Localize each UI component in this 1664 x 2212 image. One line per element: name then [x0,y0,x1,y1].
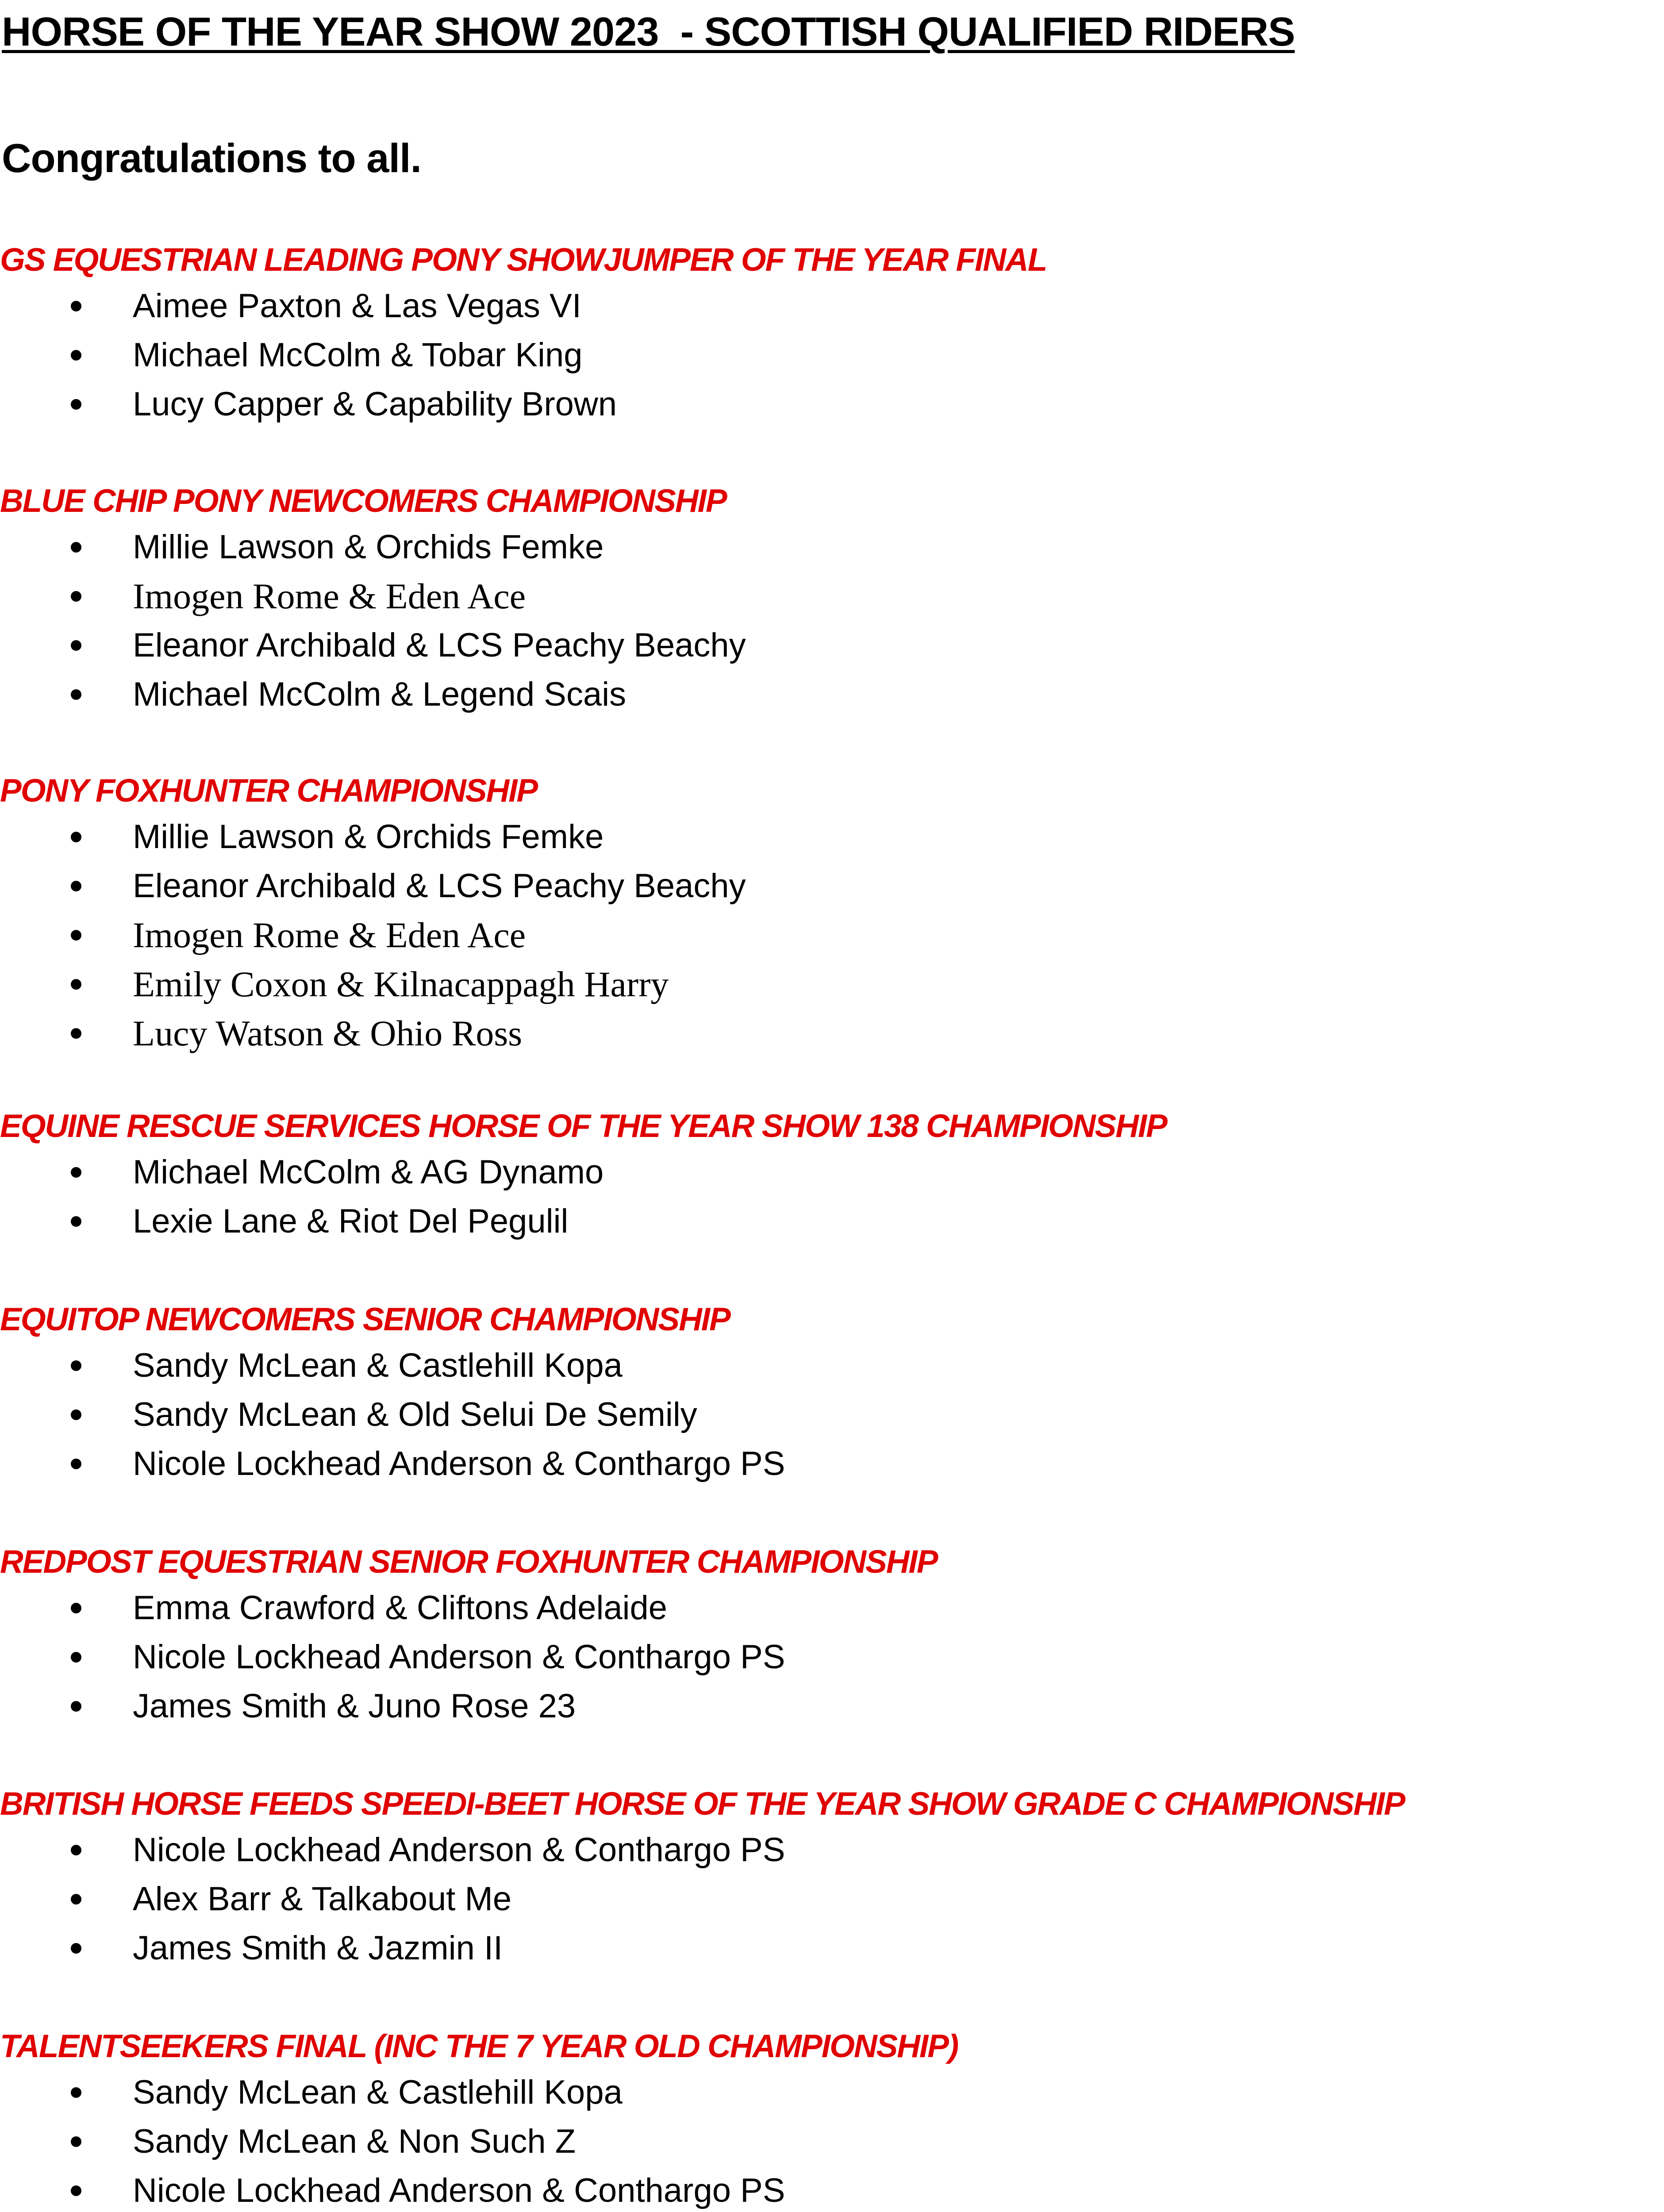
bullet-icon [71,881,81,891]
rider-entry [0,2068,958,2117]
bullet-icon [71,1028,81,1039]
rider-list [0,812,746,1058]
rider-horse-name: Millie Lawson & Orchids Femke [133,528,604,566]
rider-horse-name: Sandy McLean & Castlehill Kopa [133,1347,623,1384]
bullet-icon [71,591,81,602]
rider-list [0,1825,1405,1973]
rider-entry [0,960,669,1009]
rider-entry [0,522,726,572]
rider-horse-name: Michael McColm & Legend Scais [133,676,626,713]
results-section [0,1783,1405,1973]
rider-entry [0,670,726,719]
bullet-icon [71,1603,81,1613]
rider-horse-name: Emma Crawford & Cliftons Adelaide [133,1589,668,1627]
rider-horse-name: Michael McColm & AG Dynamo [133,1153,604,1191]
rider-entry [0,1148,1167,1197]
bullet-icon [71,2087,81,2098]
section-heading: GS EQUESTRIAN LEADING PONY SHOWJUMPER OF THE YEAR FINAL [0,242,1047,278]
rider-horse-name: James Smith & Jazmin II [133,1929,503,1967]
section-heading: PONY FOXHUNTER CHAMPIONSHIP [0,773,538,809]
rider-horse-name: Eleanor Archibald & LCS Peachy Beachy [133,867,746,905]
bullet-icon [71,542,81,553]
rider-horse-name: Millie Lawson & Orchids Femke [133,818,604,856]
rider-list [0,522,746,719]
rider-entry [0,621,746,670]
rider-horse-name: Sandy McLean & Castlehill Kopa [133,2074,623,2111]
rider-horse-name: Nicole Lockhead Anderson & Conthargo PS [133,1638,785,1676]
rider-entry [0,572,726,621]
rider-list [0,1148,1167,1246]
results-section [0,239,1046,429]
bullet-icon [71,832,81,842]
rider-entry [0,1682,938,1731]
rider-entry [0,1197,1167,1246]
bullet-icon [71,1216,81,1227]
rider-horse-name: Eleanor Archibald & LCS Peachy Beachy [133,626,746,664]
bullet-icon [71,1652,81,1663]
bullet-icon [71,1360,81,1371]
rider-horse-name: Sandy McLean & Old Selui De Semily [133,1396,697,1433]
section-heading: TALENTSEEKERS FINAL (INC THE 7 YEAR OLD CHAMPIONSHIP) [0,2028,958,2064]
rider-horse-name: Lucy Watson & Ohio Ross [133,1013,523,1053]
bullet-icon [71,640,81,651]
rider-horse-name: Lexie Lane & Riot Del Pegulil [133,1202,569,1240]
rider-entry [0,910,537,960]
rider-list [0,1583,938,1731]
results-section [0,770,746,1058]
rider-horse-name: Alex Barr & Talkabout Me [133,1880,512,1918]
section-heading: EQUITOP NEWCOMERS SENIOR CHAMPIONSHIP [0,1302,730,1337]
rider-horse-name: Imogen Rome & Eden Ace [133,915,526,955]
bullet-icon [71,2136,81,2147]
rider-horse-name: Michael McColm & Tobar King [133,336,583,374]
bullet-icon [71,399,81,410]
rider-horse-name: James Smith & Juno Rose 23 [133,1687,576,1725]
bullet-icon [71,1845,81,1855]
rider-entry [0,1874,1405,1924]
rider-entry [0,812,604,861]
rider-horse-name: Nicole Lockhead Anderson & Conthargo PS [133,1445,785,1482]
bullet-icon [71,1701,81,1712]
rider-entry [0,1341,730,1390]
rider-entry [0,330,1046,380]
bullet-icon [71,689,81,700]
rider-list [0,1341,785,1488]
section-heading: EQUINE RESCUE SERVICES HORSE OF THE YEAR SHOW 138 CHAMPIONSHIP [0,1108,1167,1144]
rider-horse-name: Lucy Capper & Capability Brown [133,385,617,423]
rider-entry [0,2166,958,2212]
rider-entry [0,1825,1405,1874]
bullet-icon [71,301,81,311]
rider-entry [0,1924,1405,1973]
rider-list [0,281,1046,429]
rider-entry [0,380,1046,429]
results-section [0,480,746,719]
rider-entry [0,1632,938,1682]
bullet-icon [71,930,81,941]
rider-entry [0,1390,730,1439]
rider-entry [0,1009,537,1058]
rider-horse-name: Aimee Paxton & Las Vegas VI [133,287,581,325]
section-heading: REDPOST EQUESTRIAN SENIOR FOXHUNTER CHAMPIONSHIP [0,1544,938,1580]
rider-horse-name: Imogen Rome & Eden Ace [133,576,526,616]
section-heading: BRITISH HORSE FEEDS SPEEDI-BEET HORSE OF THE YEAR SHOW GRADE C CHAMPIONSHIP [0,1786,1405,1822]
bullet-icon [71,1894,81,1905]
bullet-icon [71,1409,81,1420]
bullet-icon [71,1943,81,1954]
rider-horse-name: Sandy McLean & Non Such Z [133,2123,576,2160]
rider-entry [0,861,746,910]
rider-list [0,2068,958,2212]
results-section [0,1105,1167,1246]
results-section [0,1541,938,1731]
rider-entry [0,1583,938,1632]
section-heading: BLUE CHIP PONY NEWCOMERS CHAMPIONSHIP [0,483,726,519]
rider-entry [0,281,1046,330]
rider-entry [0,1439,785,1488]
bullet-icon [71,1167,81,1178]
rider-horse-name: Emily Coxon & Kilnacappagh Harry [133,964,669,1004]
document-title: HORSE OF THE YEAR SHOW 2023 - SCOTTISH QUALIFIED RIDERS [2,9,1295,54]
rider-horse-name: Nicole Lockhead Anderson & Conthargo PS [133,1831,785,1869]
rider-entry [0,2117,958,2166]
bullet-icon [71,350,81,361]
bullet-icon [71,1459,81,1469]
bullet-icon [71,2185,81,2196]
results-section [0,2025,958,2212]
bullet-icon [71,979,81,990]
results-section [0,1298,785,1488]
congratulations-heading: Congratulations to all. [2,136,422,181]
rider-horse-name: Nicole Lockhead Anderson & Conthargo PS [133,2172,785,2209]
